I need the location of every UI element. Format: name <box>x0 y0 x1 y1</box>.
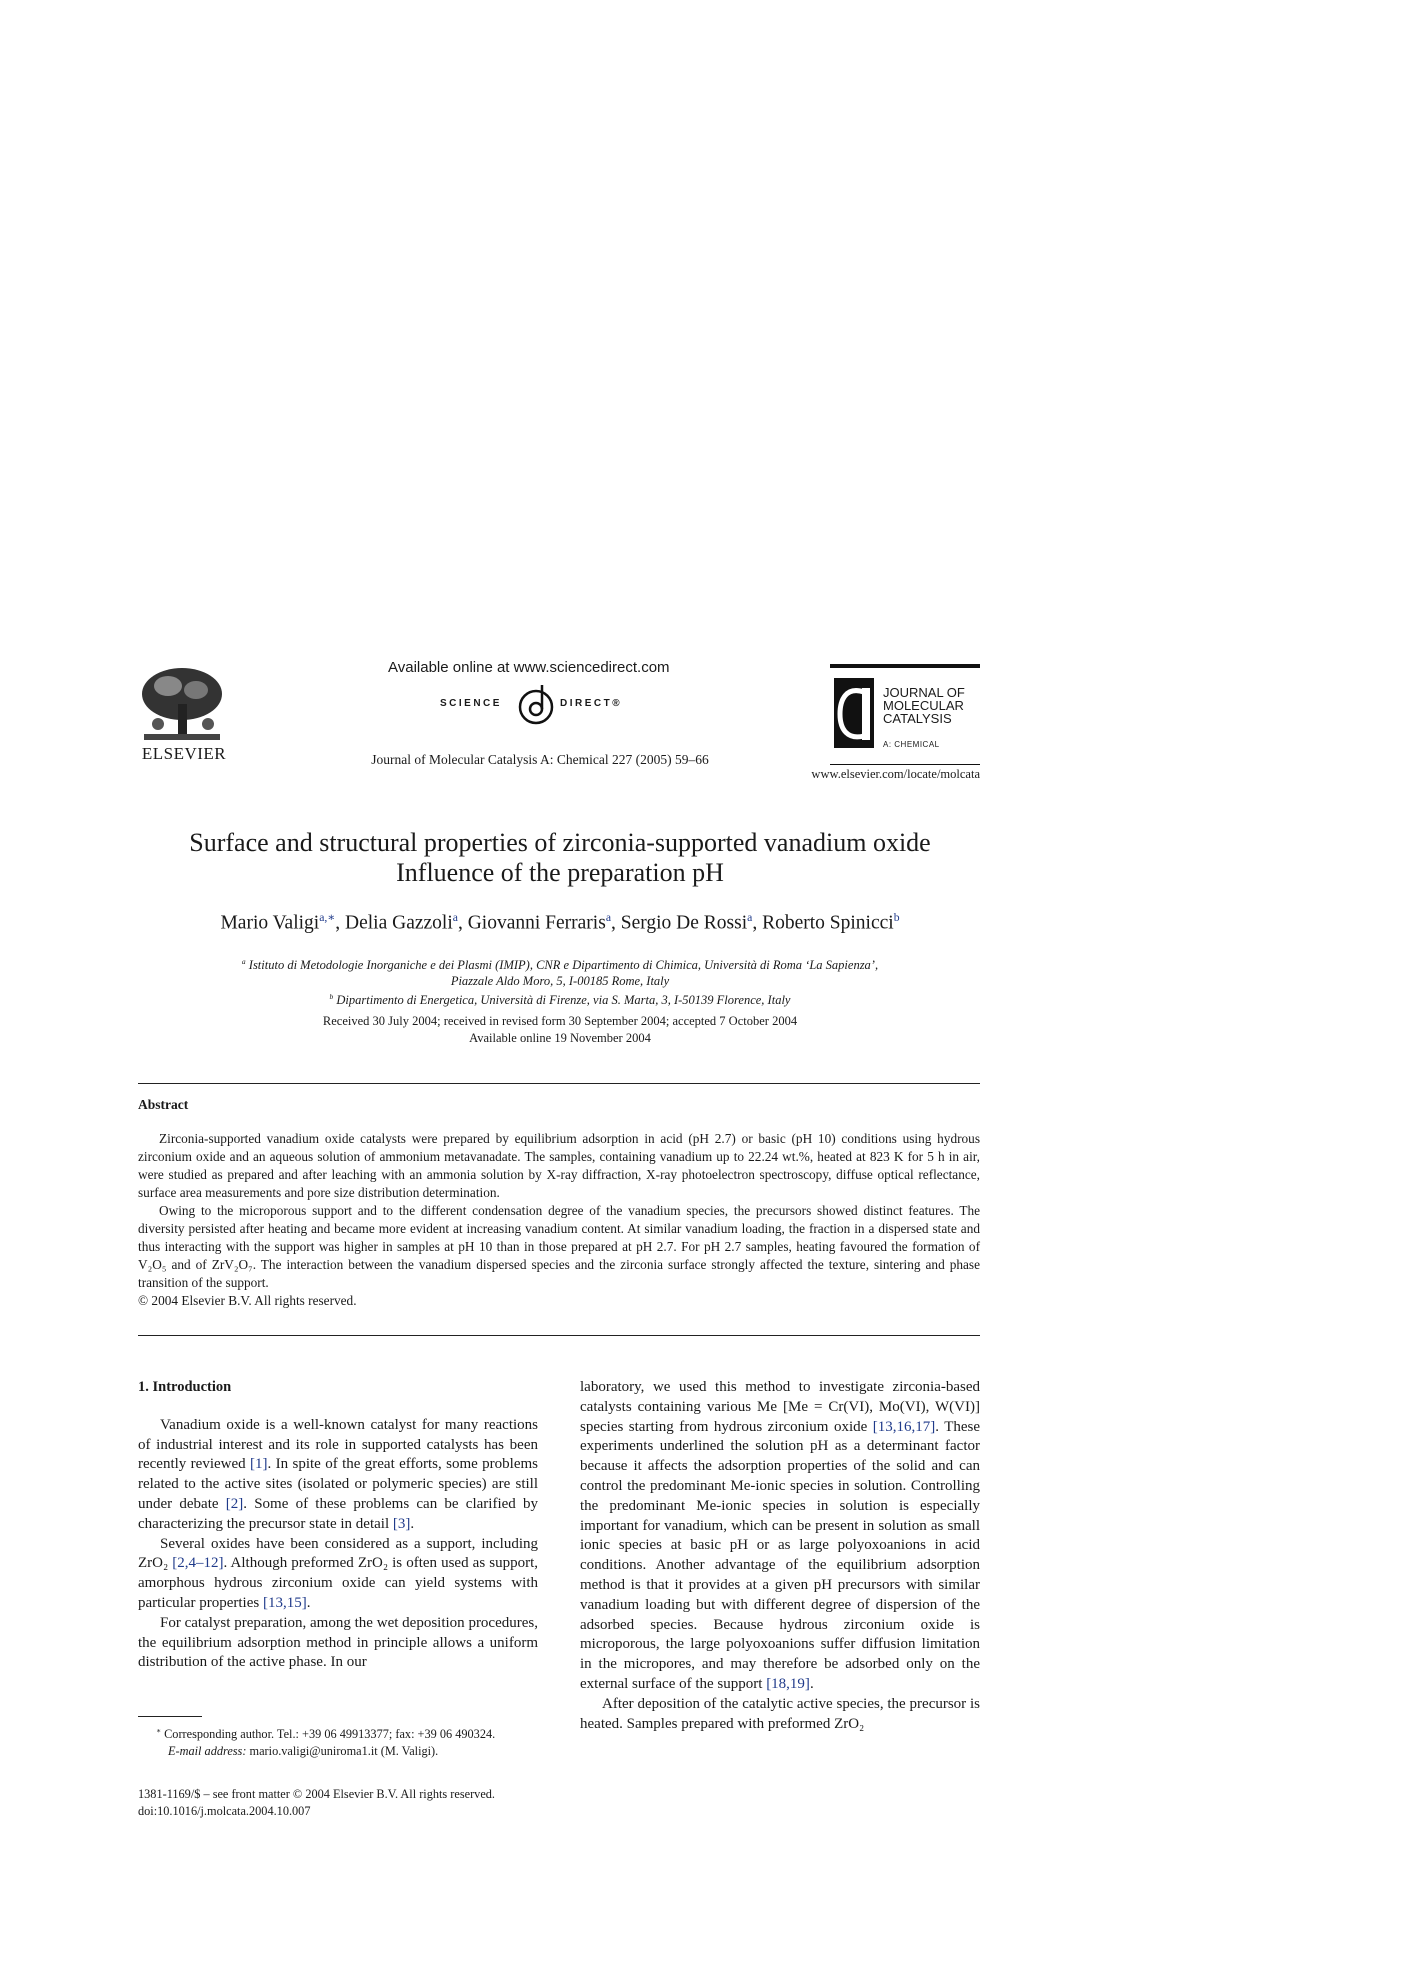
affil-mark-a: a <box>241 957 246 966</box>
divider <box>138 1335 980 1336</box>
journal-logo-line: JOURNAL OF <box>883 685 965 700</box>
sciencedirect-right: DIRECT® <box>560 698 623 709</box>
online-date: Available online 19 November 2004 <box>469 1031 651 1045</box>
journal-logo-line: CATALYSIS <box>883 711 952 726</box>
affil-mark-b: b <box>329 992 334 1002</box>
journal-logo <box>830 664 980 765</box>
journal-logo-subtitle: A: CHEMICAL <box>883 740 940 749</box>
affiliation-a-line1: Istituto di Metodologie Inorganiche e dei Plasmi (IMIP), CNR e Dipartimento di Chimica, Università di Roma ‘La Sapienza’, <box>248 958 879 973</box>
article-dates <box>150 1013 970 1047</box>
author-list: Mario Valigi$^{a,∗}$, Delia Gazzoli$^a$, Giovanni Ferraris$^a$, Sergio De Rossi$^a$, Roberto Spinicci$^b$ <box>220 911 900 934</box>
author-name[interactable]: Delia Gazzoli <box>345 912 453 934</box>
affiliations <box>150 954 970 1008</box>
journal-logo-text <box>883 686 965 725</box>
issn-line: 1381-1169/$ – see front matter © 2004 Elsevier B.V. All rights reserved. <box>138 1787 496 1801</box>
abstract-paragraph: Zirconia-supported vanadium oxide catalysts were prepared by equilibrium adsorption in acid (pH 2.7) or basic (pH 10) conditions using hydrous zirconium oxide and an aqueous solution of ammonium metavanadate. The samples, containing vanadium up to 22.24 wt.%, heated at 823 K for 5 h in air, were studied as prepared and after leaching with an ammonia solution by X-ray diffraction, X-ray photoelectron spectroscopy, diffuse optical reflectance, surface area measurements and pore size distribution determination. <box>138 1131 980 1200</box>
divider <box>138 1083 980 1084</box>
elsevier-logo <box>138 664 230 764</box>
author-name[interactable]: Giovanni Ferraris <box>467 912 606 934</box>
citation-link[interactable]: [3] <box>392 1515 411 1532</box>
doi-link[interactable]: doi:10.1016/j.molcata.2004.10.007 <box>138 1804 311 1818</box>
body-paragraph: Several oxides have been considered as a support, including ZrO₂ [2,4–12]. Although preformed ZrO₂ is often used as support, amorphous hydrous zirconium oxide can yield systems with particular properties [13,15]. <box>138 1535 538 1611</box>
sciencedirect-logo[interactable] <box>440 681 630 731</box>
abstract-copyright: © 2004 Elsevier B.V. All rights reserved. <box>138 1293 357 1308</box>
affiliation-a-line2: Piazzale Aldo Moro, 5, I-00185 Rome, Italy <box>450 974 670 989</box>
elsevier-tree-icon <box>138 664 226 746</box>
left-column <box>138 1378 538 1673</box>
body-paragraph: For catalyst preparation, among the wet deposition procedures, the equilibrium adsorption method in principle allows a uniform distribution of the active phase. In our <box>138 1614 538 1671</box>
journal-logo-mark <box>834 678 874 748</box>
author-affil-mark[interactable]: a <box>747 911 753 924</box>
sciencedirect-left: SCIENCE <box>440 698 502 709</box>
author-affil-mark[interactable]: a,∗ <box>319 911 336 924</box>
citation-link[interactable]: [18,19] <box>766 1675 810 1692</box>
article-title <box>130 828 990 888</box>
email-link[interactable]: mario.valigi@uniroma1.it (M. Valigi). <box>249 1744 439 1759</box>
abstract-body <box>138 1130 980 1310</box>
author-affil-mark[interactable]: a <box>452 911 458 924</box>
title-line-1: Surface and structural properties of zirconia-supported vanadium oxide <box>189 828 931 857</box>
affiliation-b-line: Dipartimento di Energetica, Università di Firenze, via S. Marta, 3, I-50139 Florence, Italy <box>336 993 791 1008</box>
front-matter-info <box>138 1786 558 1820</box>
author-affil-mark[interactable]: a <box>605 911 611 924</box>
journal-citation: Journal of Molecular Catalysis A: Chemical 227 (2005) 59–66 <box>371 752 709 767</box>
citation-link[interactable]: [2] <box>225 1495 244 1512</box>
title-line-2: Influence of the preparation pH <box>396 858 724 887</box>
abstract-paragraph: Owing to the microporous support and to the different condensation degree of the vanadium species, the precursors showed distinct features. The diversity persisted after heating and became more evident at increasing vanadium content. At similar vanadium loading, the fraction in a dispersed state and thus interacting with the support was higher in samples at pH 10 than in those prepared at pH 2.7. For pH 2.7 samples, heating favoured the formation of V₂O₅ and of ZrV₂O₇. The interaction between the vanadium dispersed species and the zirconia surface strongly affected the texture, sintering and phase transition of the support. <box>138 1203 980 1290</box>
footnote-mark: ∗ <box>156 1726 162 1735</box>
citation-link[interactable]: [13,16,17] <box>872 1418 936 1435</box>
journal-url-link[interactable]: www.elsevier.com/locate/molcata <box>811 767 980 781</box>
author-name[interactable]: Roberto Spinicci <box>762 912 894 934</box>
received-dates: Received 30 July 2004; received in revised form 30 September 2004; accepted 7 October 2004 <box>322 1014 798 1028</box>
section-heading: 1. Introduction <box>138 1379 232 1395</box>
footnote-rule <box>138 1716 202 1717</box>
right-column <box>580 1378 980 1734</box>
corresponding-author: Corresponding author. Tel.: +39 06 49913377; fax: +39 06 490324. <box>164 1727 496 1742</box>
journal-logo-line: MOLECULAR <box>883 698 964 713</box>
available-online-text[interactable]: Available online at www.sciencedirect.com <box>388 659 670 676</box>
footnote <box>138 1722 558 1760</box>
body-paragraph: laboratory, we used this method to investigate zirconia-based catalysts containing various Me [Me = Cr(VI), Mo(VI), W(VI)] species starting from hydrous zirconium oxide [13,16,17]. These experiments underlined the solution pH as a determinant factor because it affects the adsorption properties of the solid and can control the predominant Me-ionic species in solution. Controlling the predominant Me-ionic species in solution is especially important for vanadium, which can be present in solution as small ionic species at basic pH or as large polyoxoanions in acid conditions. Another advantage of the equilibrium adsorption method is that it provides at a given pH precursors with similar vanadium loading but with different degree of dispersion of the adsorbed species. Because hydrous zirconium oxide is microporous, the large polyoxoanions suffer diffusion limitation in the micropores, and may therefore be adsorbed only on the external surface of the support [18,19]. <box>580 1379 981 1692</box>
elsevier-wordmark: ELSEVIER <box>141 744 227 763</box>
citation-link[interactable]: [13,15] <box>262 1594 307 1611</box>
body-paragraph: Vanadium oxide is a well-known catalyst for many reactions of industrial interest and its role in supported catalysts has been recently reviewed [1]. In spite of the great efforts, some problems related to the active sites (isolated or polymeric species) are still under debate [2]. Some of these problems can be clarified by characterizing the precursor state in detail [3]. <box>138 1416 538 1532</box>
author-affil-mark[interactable]: b <box>893 911 900 924</box>
email-label: E-mail address: <box>168 1744 247 1759</box>
author-name[interactable]: Mario Valigi <box>220 912 320 934</box>
sciencedirect-at-icon <box>516 681 556 729</box>
author-name[interactable]: Sergio De Rossi <box>620 912 748 934</box>
citation-link[interactable]: [1] <box>250 1456 268 1473</box>
journal-c-icon <box>834 678 874 748</box>
body-paragraph: After deposition of the catalytic active species, the precursor is heated. Samples prepared with preformed ZrO₂ <box>580 1695 980 1732</box>
abstract-heading: Abstract <box>138 1097 189 1112</box>
citation-link[interactable]: [2,4–12] <box>172 1555 224 1572</box>
